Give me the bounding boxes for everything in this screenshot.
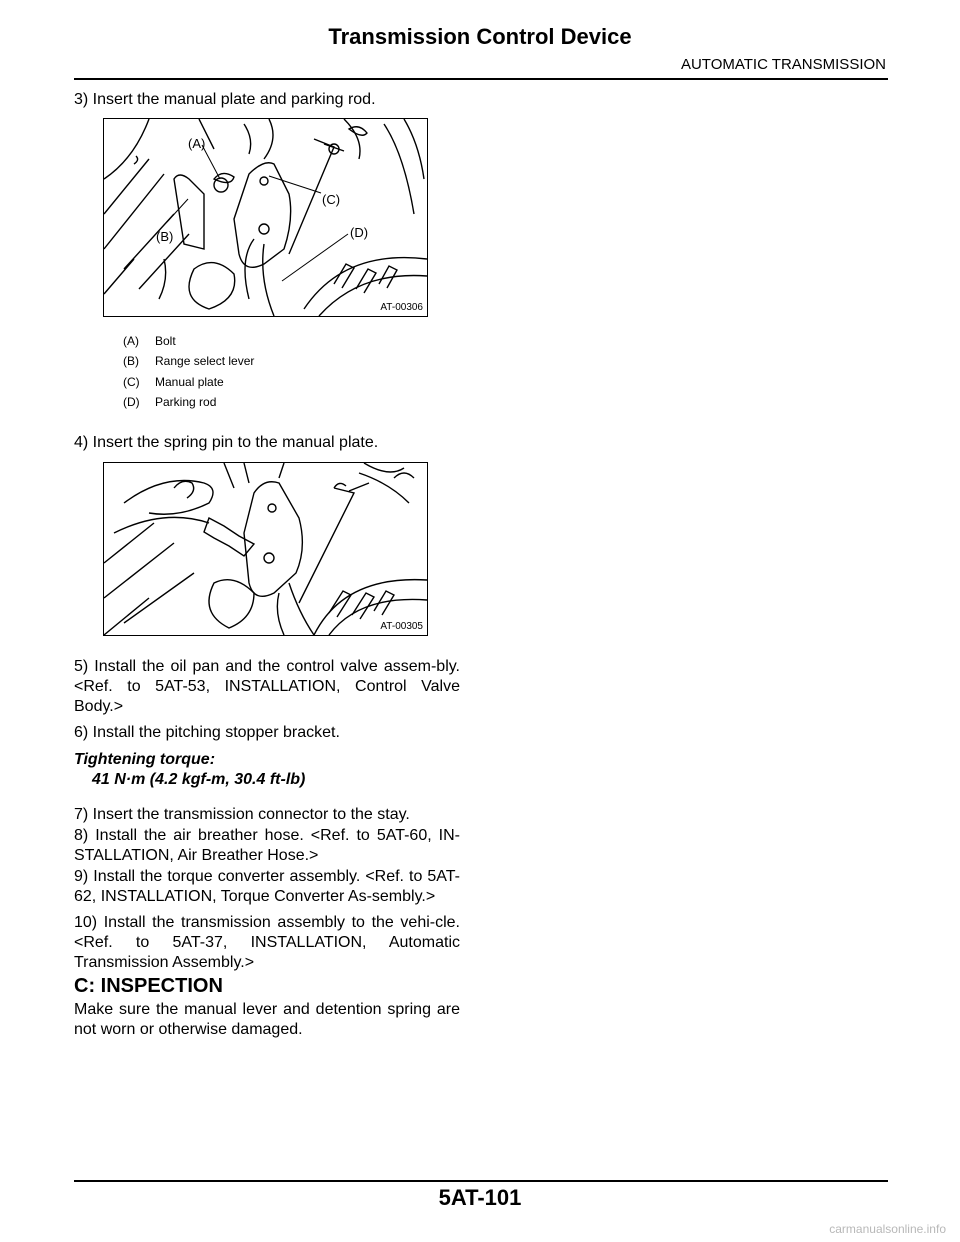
callout-label-d: (D) [350, 225, 369, 240]
inspection-text: Make sure the manual lever and detention spring are not worn or otherwise damaged. [74, 1001, 460, 1038]
spring-pin-illustration [104, 463, 427, 635]
header-rule [74, 78, 888, 80]
callout-item [123, 331, 254, 351]
callout-key: (B) [123, 354, 139, 369]
figure-spring-pin [103, 462, 428, 636]
callout-text: Manual plate [155, 374, 224, 389]
watermark: carmanualsonline.info [829, 1222, 946, 1236]
callout-label-a: (A) [188, 136, 206, 151]
step-4: 4) Insert the spring pin to the manual plate. [74, 434, 379, 451]
section-name: AUTOMATIC TRANSMISSION [680, 56, 886, 73]
step-5: 5) Install the oil pan and the control valve assem-bly. <Ref. to 5AT-53, INSTALLATION, Control Valve Body.> [74, 658, 460, 715]
page-number: 5AT-101 [438, 1185, 522, 1210]
callout-label-c: (C) [322, 192, 341, 207]
figure-id: AT-00306 [380, 302, 423, 313]
step-10: 10) Install the transmission assembly to the vehi-cle. <Ref. to 5AT-37, INSTALLATION, Automatic Transmission Assembly.> [74, 914, 460, 971]
callout-text: Bolt [155, 334, 176, 348]
torque-heading: Tightening torque: [74, 751, 216, 768]
step-7: 7) Insert the transmission connector to the stay. [74, 806, 410, 823]
callout-text: Parking rod [155, 395, 217, 410]
step-3: 3) Insert the manual plate and parking rod. [74, 91, 376, 108]
callout-key: (D) [123, 395, 140, 410]
section-heading: C: INSPECTION [74, 975, 223, 997]
footer-rule [74, 1180, 888, 1182]
callout-item [123, 372, 254, 392]
manual-plate-illustration [104, 119, 427, 316]
step-9: 9) Install the torque converter assembly. <Ref. to 5AT-62, INSTALLATION, Torque Converter As-sembly.> [74, 868, 460, 905]
step-6: 6) Install the pitching stopper bracket. [74, 724, 340, 741]
callout-text: Range select lever [155, 354, 255, 369]
callout-item [123, 351, 254, 371]
callout-item [123, 392, 254, 412]
page-title: Transmission Control Device [328, 24, 632, 49]
callout-key: (C) [123, 374, 140, 389]
step-8: 8) Install the air breather hose. <Ref. to 5AT-60, IN-STALLATION, Air Breather Hose.> [74, 827, 460, 864]
torque-value: 41 N·m (4.2 kgf-m, 30.4 ft-lb) [92, 771, 306, 788]
figure-manual-plate [103, 118, 428, 317]
callout-key: (A) [123, 334, 139, 348]
figure-id: AT-00305 [380, 621, 423, 632]
callout-label-b: (B) [156, 229, 174, 244]
callout-legend [123, 331, 254, 413]
